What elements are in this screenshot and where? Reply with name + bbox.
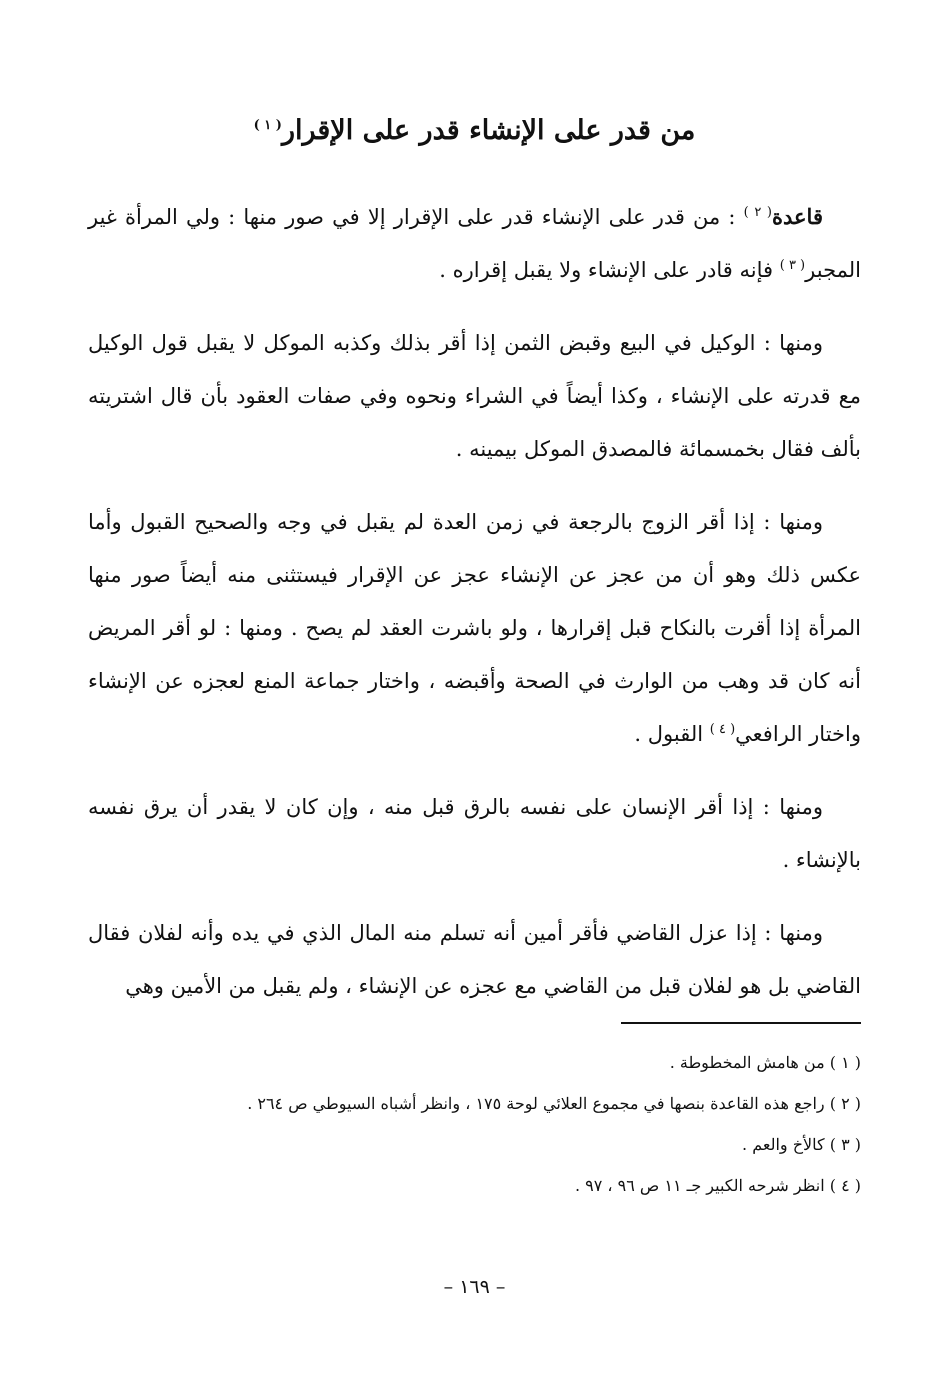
page-number: – ١٦٩ – <box>443 1276 506 1298</box>
paragraph-text: ومنها : إذا أقر الإنسان على نفسه بالرق قبل منه ، وإن كان لا يقدر أن يرق نفسه بالإنشاء . <box>88 795 861 872</box>
footnote-marker-4: ( ٤ ) <box>709 722 736 737</box>
main-text <box>88 190 861 1033</box>
rule-heading: قاعدة <box>771 204 823 229</box>
paragraph-text: ومنها : الوكيل في البيع وقبض الثمن إذا أقر بذلك وكذبه الموكل لا يقبل قول الوكيل مع قدرته على الإنشاء ، وكذا أيضاً في الشراء ونحوه وفي صفات العقود بأن قال اشتريته بألف فقال بخمسمائة فالمصدق الموكل بيمينه . <box>88 331 861 461</box>
footnotes <box>88 1042 861 1206</box>
paragraph-text: ومنها : إذا أقر الزوج بالرجعة في زمن العدة لم يقبل في وجه والصحيح القبول وأما عكس ذلك وهو أن من عجز عن الإنشاء عجز عن الإقرار فيستثنى منه أيضاً صور منها المرأة إذا أقرت بالنكاح قبل إقرارها ، ولو باشرت العقد لم يصح . ومنها : لو أقر المريض أنه كان قد وهب من الوارث في الصحة وأقبضه ، واختار جماعة المنع لعجزه عن الإنشاء واختار الرافعي <box>88 510 861 746</box>
paragraph-text: : من قدر على الإنشاء قدر على الإقرار إلا في صور منها : ولي المرأة غير المجبر <box>88 205 861 282</box>
paragraph-judge <box>88 907 861 1013</box>
paragraph-rule <box>88 190 861 297</box>
footnote-item: ( ٣ ) كالأخ والعم . <box>742 1135 861 1154</box>
title-text: من قدر على الإنشاء قدر على الإقرار <box>281 115 696 146</box>
paragraph-text: فإنه قادر على الإنشاء ولا يقبل إقراره . <box>439 258 780 282</box>
paragraph-slavery <box>88 781 861 887</box>
paragraph-agent <box>88 317 861 476</box>
footnote-divider <box>621 1022 861 1024</box>
paragraph-text: ومنها : إذا عزل القاضي فأقر أمين أنه تسلم منه المال الذي في يده وأنه لفلان فقال القاضي بل هو لفلان قبل من القاضي مع عجزه عن الإنشاء ، ولم يقبل من الأمين وهي <box>88 921 861 998</box>
paragraph-text: القبول . <box>634 722 710 746</box>
paragraph-husband <box>88 496 861 761</box>
footnote-item: ( ٢ ) راجع هذه القاعدة بنصها في مجموع العلائي لوحة ١٧٥ ، وانظر أشباه السيوطي ص ٢٦٤ . <box>247 1094 861 1113</box>
page-title <box>90 106 859 156</box>
title-footnote-marker: ( ١ ) <box>253 118 282 133</box>
footnote-marker-2: ( ٢ ) <box>743 205 772 220</box>
footnote-item: ( ١ ) من هامش المخطوطة . <box>669 1053 861 1072</box>
footnote-item: ( ٤ ) انظر شرحه الكبير جـ ١١ ص ٩٦ ، ٩٧ . <box>574 1176 861 1195</box>
footnote-marker-3: ( ٣ ) <box>779 258 806 273</box>
